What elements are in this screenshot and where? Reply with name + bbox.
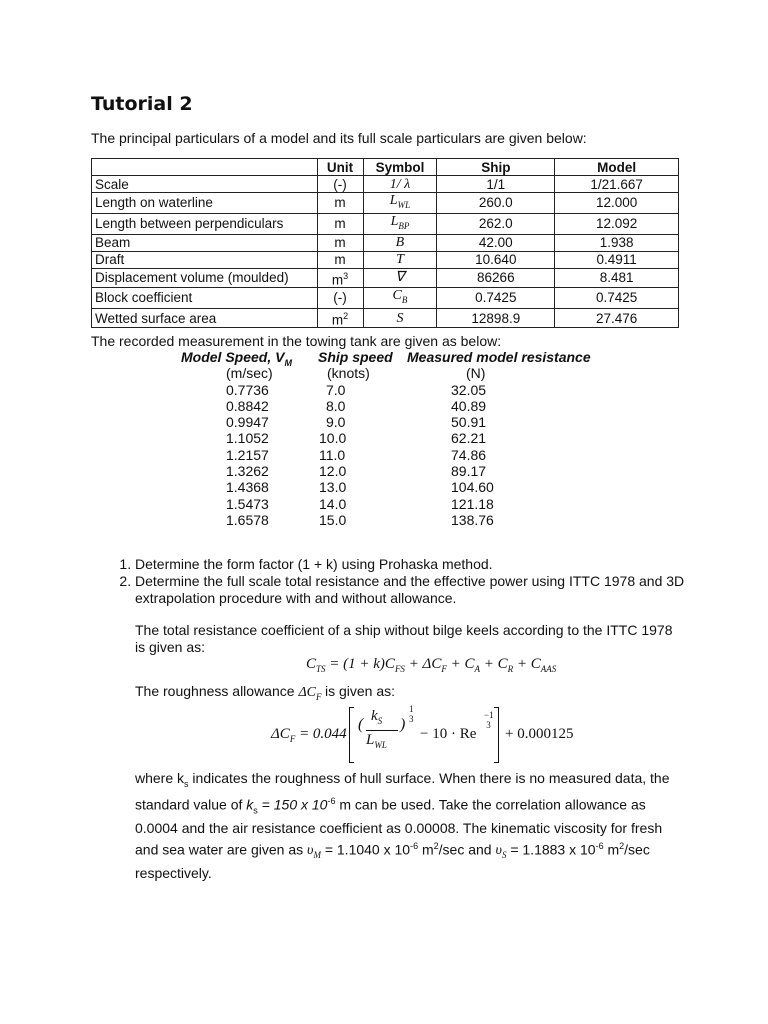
row-unit: m: [317, 193, 363, 214]
nabla-icon: ∇: [363, 268, 437, 288]
model-speed-value: 1.4368: [226, 479, 269, 496]
measurement-lead: The recorded measurement in the towing tank are given as below:: [91, 333, 502, 349]
row-symbol: $C_B$: [363, 288, 437, 309]
table-row: [92, 251, 679, 268]
row-symbol: 1/ λ: [363, 176, 437, 193]
row-unit: (-): [317, 176, 363, 193]
ship-speed-value: 10.0: [319, 430, 347, 447]
model-speed-value: 1.2157: [226, 446, 269, 463]
header-model-speed: Model Speed, $V_M$: [181, 349, 292, 368]
ittc-paragraph: The total resistance coefficient of a ship without bilge keels according to the ITTC 1978 is given as:: [135, 622, 673, 655]
header-resistance: Measured model resistance: [407, 349, 591, 365]
row-unit: $m^3$: [317, 268, 363, 288]
table-header-row: [92, 159, 679, 176]
task-item: 2. Determine the full scale total resistance and the effective power using ITTC 1978 and 3D extrapolation procedure with and without allowance.: [135, 573, 715, 607]
row-unit: m: [317, 213, 363, 234]
resistance-value: 40.89: [451, 397, 487, 414]
model-speed-value: 1.1052: [226, 430, 269, 447]
row-symbol: $L_{WL}$: [363, 193, 437, 214]
model-speed-value: 0.8842: [226, 397, 269, 414]
resistance-value: 104.60: [451, 479, 494, 496]
row-symbol: $L_{BP}$: [363, 213, 437, 234]
row-model: 1/21.667: [555, 176, 679, 193]
row-model: 0.4911: [555, 251, 679, 268]
ship-speed-value: 12.0: [319, 463, 347, 480]
table-row: [92, 288, 679, 309]
row-ship: 12898.9: [437, 308, 555, 328]
ship-speed-value: 9.0: [326, 414, 346, 431]
task-item: 1. Determine the form factor (1 + k) using Prohaska method.: [135, 556, 715, 573]
header-ship-speed: Ship speed: [318, 349, 393, 365]
model-speed-value: 1.3262: [226, 463, 269, 480]
row-ship: 0.7425: [437, 288, 555, 309]
header-unit: Unit: [317, 159, 363, 176]
row-name: Scale: [92, 176, 318, 193]
row-unit: m: [317, 234, 363, 251]
header-empty: [92, 159, 318, 176]
row-unit: m: [317, 251, 363, 268]
row-ship: 10.640: [437, 251, 555, 268]
row-model: 0.7425: [555, 288, 679, 309]
ship-speed-value: 14.0: [319, 495, 347, 512]
resistance-value: 32.05: [451, 381, 487, 398]
model-speed-value: 1.5473: [226, 495, 269, 512]
row-name: Beam: [92, 234, 318, 251]
roughness-lead-text: The roughness allowance: [135, 683, 295, 699]
resistance-value: 62.21: [451, 430, 487, 447]
table-row: [92, 234, 679, 251]
row-name: Length between perpendiculars: [92, 213, 318, 234]
row-symbol: S: [363, 308, 437, 328]
total-resistance-equation: $C_{TS} = (1 + k)C_{FS} + \Delta C_F + C_A + C_R + C_{AAS}$: [306, 656, 557, 674]
row-ship: 86266: [437, 268, 555, 288]
row-ship: 1/1: [437, 176, 555, 193]
unit-resistance: (N): [466, 365, 486, 382]
row-model: 1.938: [555, 234, 679, 251]
table-row: [92, 193, 679, 214]
resistance-value: 89.17: [451, 463, 487, 480]
particulars-table: [91, 158, 679, 328]
task-list: [97, 556, 715, 607]
row-model: 27.476: [555, 308, 679, 328]
table-row: [92, 176, 679, 193]
roughness-tail-text: is given as:: [325, 683, 396, 699]
unit-model-speed: (m/sec): [226, 365, 273, 382]
row-name: Draft: [92, 251, 318, 268]
header-model: Model: [555, 159, 679, 176]
row-name: Block coefficient: [92, 288, 318, 309]
ship-speed-value: 13.0: [319, 479, 347, 496]
resistance-value: 138.76: [451, 511, 494, 528]
row-ship: 260.0: [437, 193, 555, 214]
table-row: [92, 213, 679, 234]
row-unit: $m^2$: [317, 308, 363, 328]
unit-ship-speed: (knots): [327, 365, 370, 382]
ship-speed-value: 15.0: [319, 511, 347, 528]
header-symbol: Symbol: [363, 159, 437, 176]
row-name: Displacement volume (moulded): [92, 268, 318, 288]
resistance-value: 121.18: [451, 495, 494, 512]
model-speed-value: 0.9947: [226, 414, 269, 431]
row-symbol: T: [363, 251, 437, 268]
row-ship: 262.0: [437, 213, 555, 234]
row-name: Length on waterline: [92, 193, 318, 214]
page-title: Tutorial 2: [91, 93, 193, 115]
ship-speed-value: 8.0: [326, 397, 346, 414]
roughness-lead: The roughness allowance $\Delta C_F$ is given as:: [135, 683, 396, 702]
table-row: [92, 308, 679, 328]
header-ship: Ship: [437, 159, 555, 176]
resistance-value: 50.91: [451, 414, 487, 431]
roughness-paragraph: where $k_s$ indicates the roughness of hull surface. When there is no measured data, the standard value of $k_s = 150$ x $10^{-6}$ m can be used. Take the correlation allowance as 0.0004 and the air resistance coefficient as 0.00008. The kinematic viscosity for fresh and sea water are given as $\upsilon_M = 1.1040$ x $10^{-6}$ $m^2/\sec$ and $\upsilon_S = 1.1883$ x $10^{-6}$ $m^2/\sec$ respectively.: [135, 770, 670, 881]
row-model: 12.000: [555, 193, 679, 214]
ship-speed-value: 7.0: [326, 381, 346, 398]
row-symbol: B: [363, 234, 437, 251]
model-speed-value: 0.7736: [226, 381, 269, 398]
row-ship: 42.00: [437, 234, 555, 251]
table-row: [92, 268, 679, 288]
resistance-value: 74.86: [451, 446, 487, 463]
ship-speed-value: 11.0: [319, 446, 346, 463]
model-speed-value: 1.6578: [226, 511, 269, 528]
row-unit: (-): [317, 288, 363, 309]
row-name: Wetted surface area: [92, 308, 318, 328]
row-model: 12.092: [555, 213, 679, 234]
intro-text: The principal particulars of a model and its full scale particulars are given below:: [91, 130, 587, 146]
row-model: 8.481: [555, 268, 679, 288]
